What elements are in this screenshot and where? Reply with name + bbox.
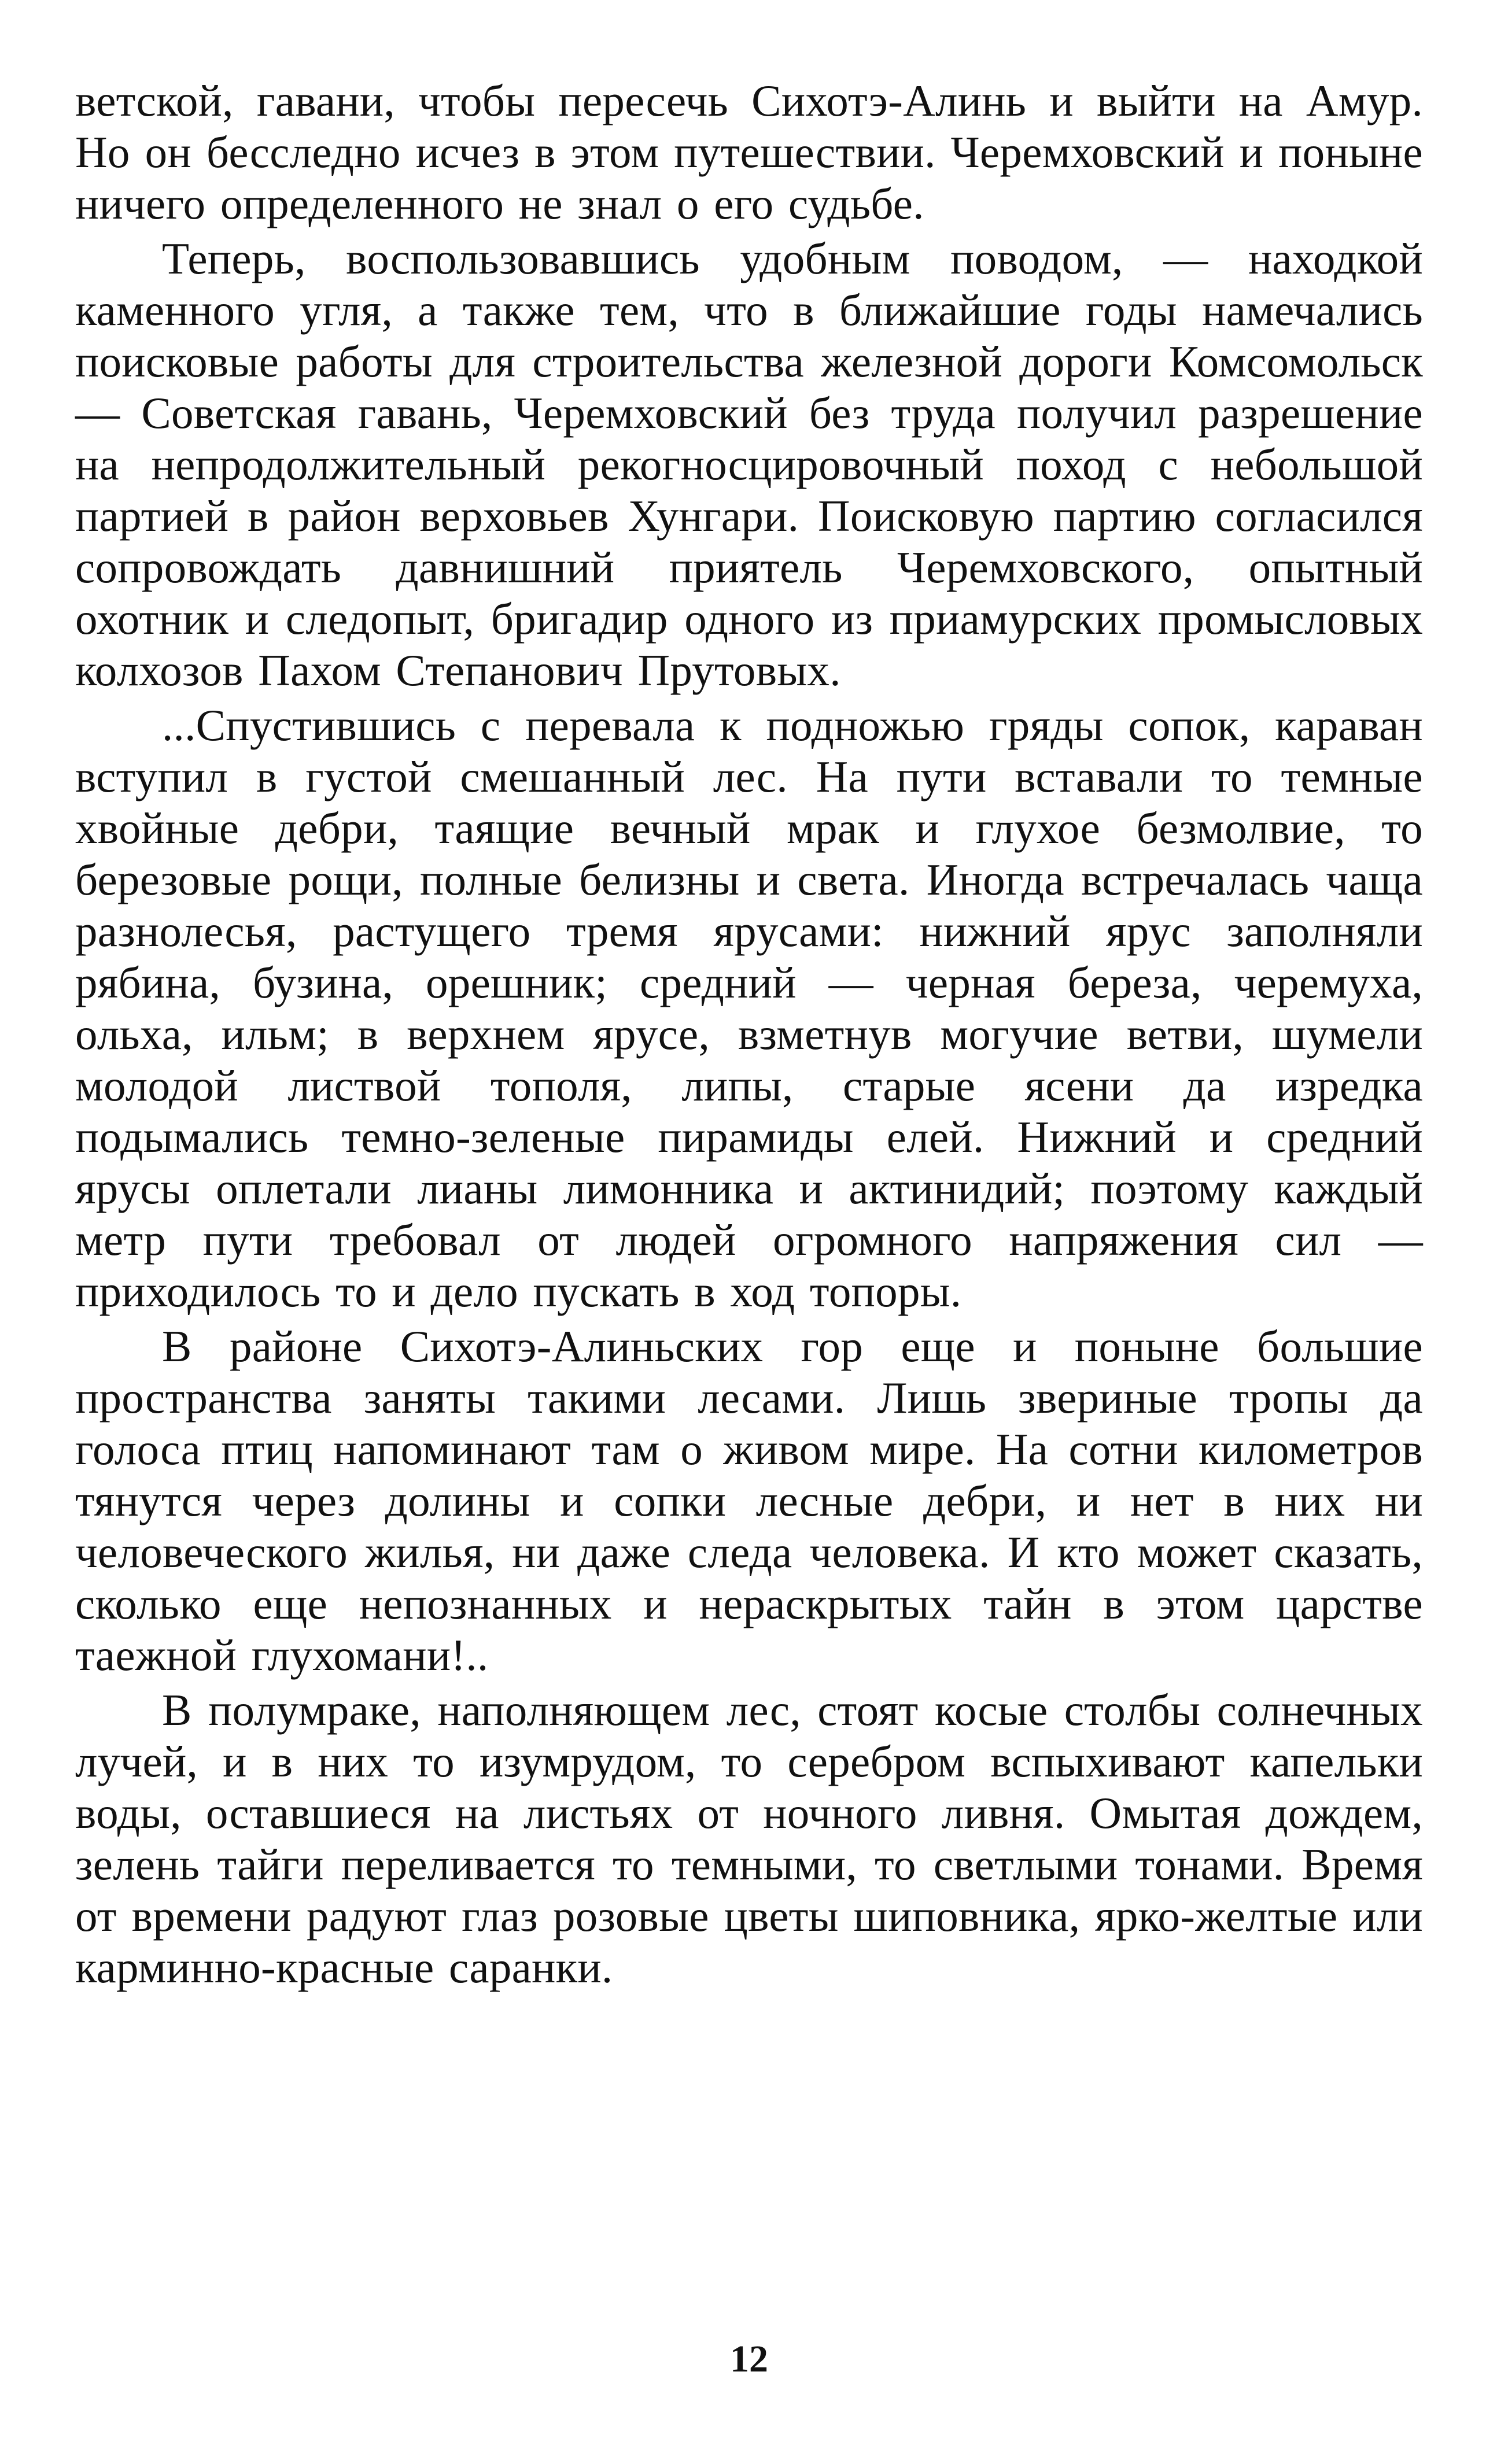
body-text [75, 75, 1423, 1993]
paragraph: ...Спустившись с перевала к подножью гряды сопок, караван вступил в густой смешанный лес. На пути вставали то темные хвойные дебри, таящие вечный мрак и глухое безмолвие, то березовые рощи, полные белизны и света. Иногда встречалась чаща разнолесья, растущего тремя ярусами: нижний ярус заполняли рябина, бузина, орешник; средний — черная береза, черемуха, ольха, ильм; в верхнем ярусе, взметнув могучие ветви, шумели молодой листвой тополя, липы, старые ясени да изредка подымались темно-зеленые пирамиды елей. Нижний и средний ярусы оплетали лианы лимонника и актинидий; поэтому каждый метр пути требовал от людей огромного напряжения сил — приходилось то и дело пускать в ход топоры. [75, 700, 1423, 1316]
paragraph: Теперь, воспользовавшись удобным поводом, — находкой каменного угля, а также тем, что в ближайшие годы намечались поисковые работы для строительства железной дороги Комсомольск — Советская гавань, Черемховский без труда получил разрешение на непродолжительный рекогносцировочный поход с небольшой партией в район верховьев Хунгари. Поисковую партию согласился сопровождать давнишний приятель Черемховского, опытный охотник и следопыт, бригадир одного из приамурских промысловых колхозов Пахом Степанович Прутовых. [75, 234, 1423, 695]
page-number: 12 [730, 2338, 768, 2380]
book-page [75, 75, 1423, 2388]
paragraph: В районе Сихотэ-Алиньских гор еще и поныне большие пространства заняты такими лесами. Лишь звериные тропы да голоса птиц напоминают там о живом мире. На сотни километров тянутся через долины и сопки лесные дебри, и нет в них ни человеческого жилья, ни даже следа человека. И кто может сказать, сколько еще непознанных и нераскрытых тайн в этом царстве таежной глухомани!.. [75, 1321, 1423, 1680]
paragraph: В полумраке, наполняющем лес, стоят косые столбы солнечных лучей, и в них то изумрудом, то серебром вспыхивают капельки воды, оставшиеся на листьях от ночного ливня. Омытая дождем, зелень тайги переливается то темными, то светлыми тонами. Время от времени радуют глаз розовые цветы шиповника, ярко-желтые или карминно-красные саранки. [75, 1685, 1423, 1992]
paragraph-continued: ветской, гавани, чтобы пересечь Сихотэ-Алинь и выйти на Амур. Но он бесследно исчез в этом путешествии. Черемховский и поныне ничего определенного не знал о его судьбе. [75, 76, 1423, 228]
